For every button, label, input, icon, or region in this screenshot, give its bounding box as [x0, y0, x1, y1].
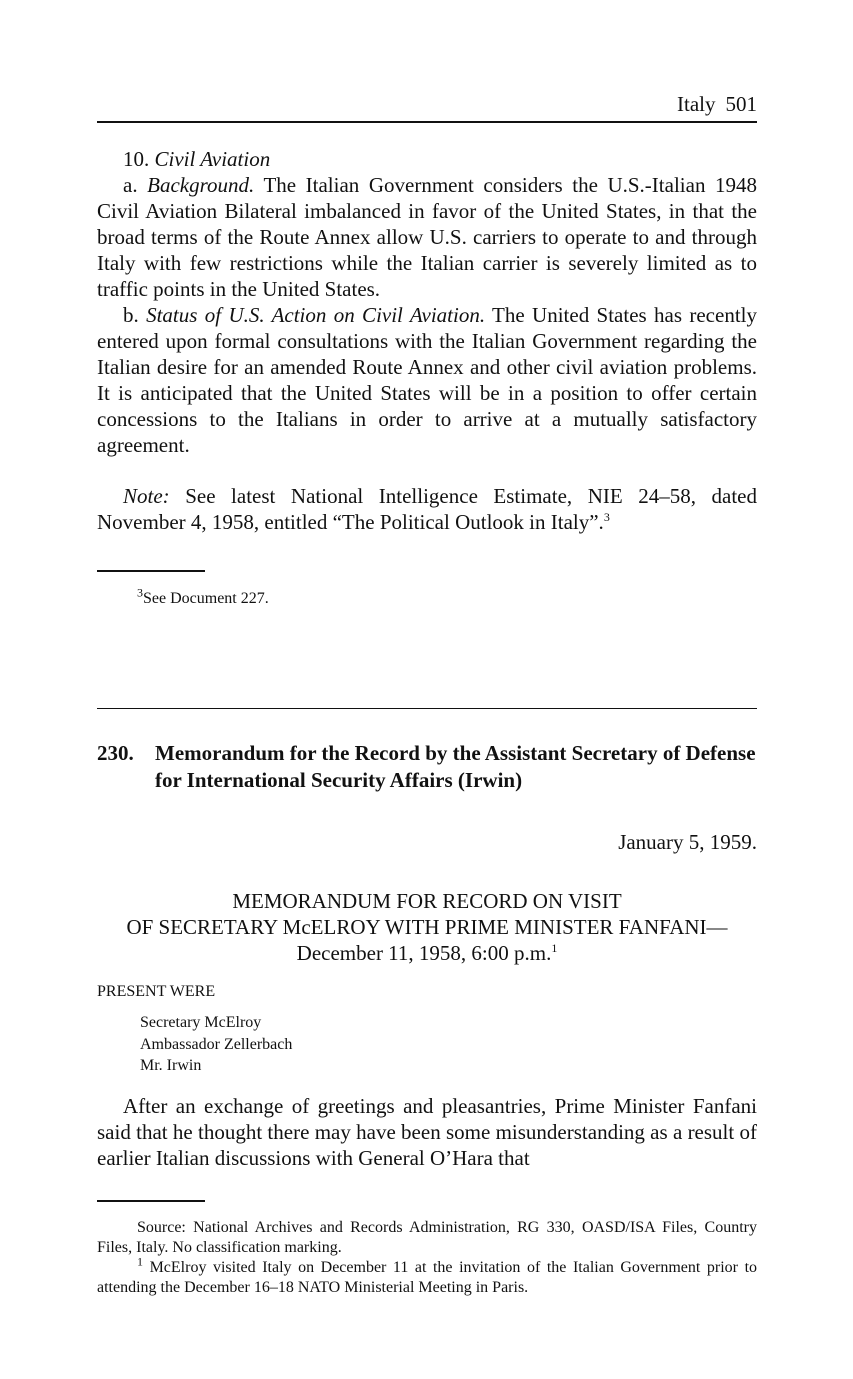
footnote-rule	[97, 570, 205, 572]
paragraph-a-text: The Italian Government considers the U.S.-Italian 1948 Civil Aviation Bilateral imbalanced in favor of the United States, in that the broad terms of the Route Annex allow U.S. carriers to operate to and through Italy with few restrictions while the Italian carrier is severely limited as to traffic points in the United States.	[97, 173, 757, 301]
running-head-section: Italy	[677, 92, 716, 116]
present-label: PRESENT WERE	[97, 983, 216, 1000]
paragraph-a-label: a.	[123, 173, 138, 197]
footnote-1	[97, 1254, 758, 1298]
footnotes-block	[97, 1218, 757, 1298]
civil-aviation-heading	[97, 146, 757, 172]
heading-title: Civil Aviation	[154, 147, 271, 171]
footnote-ref-1: 1	[551, 941, 558, 955]
page-number: 501	[725, 92, 757, 116]
footnote-ref-3: 3	[603, 510, 610, 524]
running-head	[97, 92, 757, 117]
memo-title-line1: MEMORANDUM FOR RECORD ON VISIT	[232, 889, 622, 913]
paragraph-a-title: Background.	[147, 173, 255, 197]
memo-title	[97, 888, 757, 966]
note-paragraph	[97, 483, 757, 535]
memo-title-line2: OF SECRETARY McELROY WITH PRIME MINISTER FANFANI—	[126, 915, 728, 939]
present-item: Secretary McElroy	[140, 1014, 262, 1031]
section-divider	[97, 708, 757, 709]
document-date: January 5, 1959.	[618, 830, 757, 854]
paragraph-b-title: Status of U.S. Action on Civil Aviation.	[146, 303, 486, 327]
footnote-1-text: McElroy visited Italy on December 11 at the invitation of the Italian Government prior to attending the December 16–18 NATO Ministerial Meeting in Paris.	[97, 1259, 758, 1296]
memo-title-line3: December 11, 1958, 6:00 p.m.$^1$	[296, 941, 558, 965]
paragraph-b	[97, 302, 757, 458]
paragraph-b-text: The United States has recently entered upon formal consultations with the Italian Government regarding the Italian desire for an amended Route Annex and other civil aviation problems. It is anticipated that the United States will be in a position to offer certain concessions to the Italians in order to arrive at a mutually satisfactory agreement.	[97, 303, 757, 457]
footnote-1-marker: 1	[137, 1254, 143, 1269]
header-rule	[97, 121, 757, 123]
footnote-3-marker: 3	[137, 585, 143, 600]
memo-body	[97, 1093, 757, 1171]
paragraph-a	[97, 172, 757, 302]
memo-body-paragraph: After an exchange of greetings and pleasantries, Prime Minister Fanfani said that he thought there may have been some misunderstanding as a result of earlier Italian discussions with General O’Hara that	[97, 1094, 757, 1170]
footnote-3	[97, 585, 757, 609]
note-text: See latest National Intelligence Estimate, NIE 24–58, dated November 4, 1958, entitled “The Political Outlook in Italy”.	[97, 484, 757, 534]
note-label: Note:	[123, 484, 170, 508]
present-list	[140, 1012, 292, 1077]
present-item: Ambassador Zellerbach	[140, 1035, 293, 1053]
document-heading	[97, 740, 757, 794]
paragraph-b-label: b.	[123, 303, 139, 327]
heading-number: 10.	[123, 147, 150, 171]
footnote-rule-2	[97, 1200, 205, 1202]
civil-aviation-section	[97, 146, 757, 458]
present-item: Mr. Irwin	[140, 1057, 202, 1074]
footnote-3-text: See Document 227.	[143, 590, 269, 607]
document-number: 230.	[97, 741, 134, 765]
document-title: Memorandum for the Record by the Assistant Secretary of Defense for International Security Affairs (Irwin)	[155, 741, 756, 792]
source-note: Source: National Archives and Records Administration, RG 330, OASD/ISA Files, Country Files, Italy. No classification marking.	[97, 1219, 757, 1256]
